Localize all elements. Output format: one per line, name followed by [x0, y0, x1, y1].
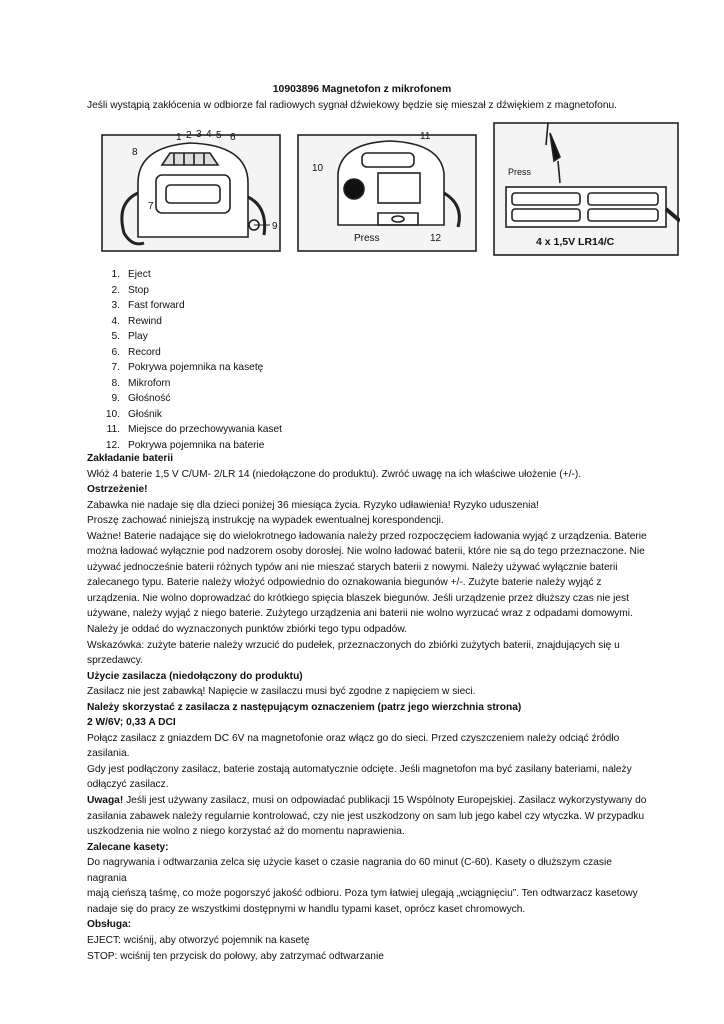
text-line: Należy je oddać do wyznaczonych punktów zbiórki tego typu odpadów.: [87, 624, 407, 636]
paragraph-adapter: Zasilacz nie jest zabawką! Napięcie w zasilaczu musi być zgodne z napięciem w sieci.: [87, 686, 476, 698]
press-label-battery: Press: [508, 167, 532, 177]
callout-3: 3: [196, 129, 202, 140]
battery-label: 4 x 1,5V LR14/C: [536, 236, 615, 248]
parts-list: [87, 267, 282, 453]
callout-4: 4: [206, 129, 212, 140]
text-line-eject: EJECT: wciśnij, aby otworzyć pojemnik na kasetę: [87, 934, 310, 946]
text-line: mają cieńszą taśmę, co może pogorszyć jakość odbioru. Poza tym łatwiej ulegają „wciągnięciu”. Ten odtwarzacz kasetowy: [87, 888, 638, 900]
heading-batteries: Zakładanie baterii: [87, 453, 174, 464]
text-line: sprzedawcy.: [87, 655, 143, 667]
text-line: Do nagrywania i odtwarzania zelca się użycie kaset o czasie nagrania do 60 minut (C-60). Kasety o dłuższym czasie nagrania: [87, 857, 612, 884]
list-item: 5. Play: [111, 331, 148, 342]
text-line: Wskazówka: zużyte baterie należy wrzucić do pudełek, przeznaczonych do zbiórki zużytych baterii, znajdujących się u: [87, 639, 620, 651]
heading-adapter-spec: 2 W/6V; 0,33 A DCI: [87, 717, 176, 729]
list-item: 1. Eject: [111, 269, 151, 280]
callout-5: 5: [216, 130, 222, 141]
front-view-panel: [102, 135, 280, 251]
text-line: Gdy jest podłączony zasilacz, baterie zostają automatycznie odcięte. Jeśli magnetofon ma być zasilany bateriami, należy: [87, 763, 632, 775]
heading-operation: Obsługa:: [87, 919, 132, 931]
list-item: 11. Miejsce do przechowywania kaset: [106, 424, 283, 435]
document-title: 10903896 Magnetofon z mikrofonem: [272, 84, 452, 95]
press-label-bottom: Press: [354, 233, 380, 244]
callout-10: 10: [312, 163, 324, 174]
text-line: odłączyć zasilacz.: [87, 779, 169, 791]
text-line: urządzenia. Nie wolno doprowadzać do krótkiego spięcia blaszek biegunów. Jeśli urządzenie przez dłuższy czas nie jest: [87, 592, 629, 604]
text-line: używane, należy wyjąć z niego baterie. Zużytego urządzenia ani baterii nie wolno wyrzucać wraz z odpadami domowymi.: [87, 608, 633, 620]
text-line: używać jednocześnie baterii różnych typów ani nie mieszać starych baterii z nowymi. Należy używać wyłącznie baterii: [87, 561, 618, 573]
text-line: Ważne! Baterie nadające się do wielokrotnego ładowania należy przed rozpoczęciem ładowania wyjąć z urządzenia. Baterie: [87, 530, 647, 542]
paragraph-warning-2: Proszę zachować niniejszą instrukcję na wypadek ewentualnej korespondencji.: [87, 515, 444, 527]
back-view-panel: [298, 135, 476, 251]
list-item: 9. Głośność: [111, 393, 171, 404]
list-item: 4. Rewind: [111, 315, 162, 327]
device-illustration: [98, 113, 680, 269]
text-line-stop: STOP: wciśnij ten przycisk do połowy, aby zatrzymać odtwarzanie: [87, 950, 384, 962]
caution-text: Jeśli jest używany zasilacz, musi on odpowiadać publikacji 15 Wspólnoty Europejskiej. Zasilacz wykorzystywany do: [123, 795, 647, 807]
text-line: Połącz zasilacz z gniazdem DC 6V na magnetofonie oraz włącz go do sieci. Przed czyszczeniem należy odciąć źródło zasilania.: [87, 732, 620, 760]
paragraph-warning-1: Zabawka nie nadaje się dla dzieci poniżej 36 miesiąca życia. Ryzyko udławienia! Ryzyko uduszenia!: [87, 499, 539, 511]
text-line: [87, 793, 647, 809]
callout-6: 6: [230, 132, 236, 143]
list-item: 6. Record: [111, 346, 161, 358]
heading-adapter-marking: Należy skorzystać z zasilacza z następującym oznaczeniem (patrz jego wierzchnia strona): [87, 701, 522, 713]
list-item: 8. Mikroforn: [111, 377, 171, 389]
paragraph-batteries: Włóż 4 baterie 1,5 V C/UM- 2/LR 14 (niedołączone do produktu). Zwróć uwagę na ich właściwe ułożenie (+/-).: [87, 468, 582, 480]
list-item: 12. Pokrywa pojemnika na baterie: [105, 439, 265, 451]
callout-7: 7: [148, 201, 154, 212]
callout-12: 12: [430, 233, 442, 244]
text-line: zalecanego typu. Baterie należy włożyć odpowiednio do oznakowania biegunów +/-. Zużyte baterie należy wyjąć z: [87, 577, 602, 589]
text-line: zasilania zabawek należy regularnie kontrolować, czy nie jest uszkodzony on sam lub jego kabel czy wtyczka. W przypadku: [87, 810, 645, 822]
list-item: 3. Fast forward: [111, 300, 185, 311]
callout-8: 8: [132, 147, 138, 158]
heading-adapter: Użycie zasilacza (niedołączony do produktu): [87, 670, 303, 682]
callout-11: 11: [420, 131, 431, 142]
list-item: 7. Pokrywa pojemnika na kasetę: [111, 362, 264, 373]
list-item: 2. Stop: [111, 284, 149, 296]
list-item: 10. Głośnik: [105, 408, 162, 420]
intro-paragraph: Jeśli wystąpią zakłócenia w odbiorze fal radiowych sygnał dźwiekowy będzie się mieszał z dźwiękiem z magnetofonu.: [87, 100, 617, 111]
text-line: można ładować wyłącznie pod nadzorem osoby dorosłej. Nie wolno ładować baterii, które nie są do tego przeznaczone. Nie: [87, 546, 645, 558]
callout-1: 1: [176, 132, 182, 143]
callout-2: 2: [186, 130, 192, 141]
document-body: [87, 451, 647, 964]
heading-tapes: Zalecane kasety:: [87, 841, 169, 853]
callout-9: 9: [272, 221, 278, 232]
text-line: nadaje się do pracy ze wszystkimi dostępnymi w handlu typami kaset, oprócz kaset chromowych.: [87, 903, 526, 915]
heading-warning: Ostrzeżenie!: [87, 484, 148, 496]
caution-label: Uwaga!: [87, 795, 124, 807]
text-line: uszkodzenia nie wolno z niego korzystać aż do momentu naprawienia.: [87, 826, 405, 838]
